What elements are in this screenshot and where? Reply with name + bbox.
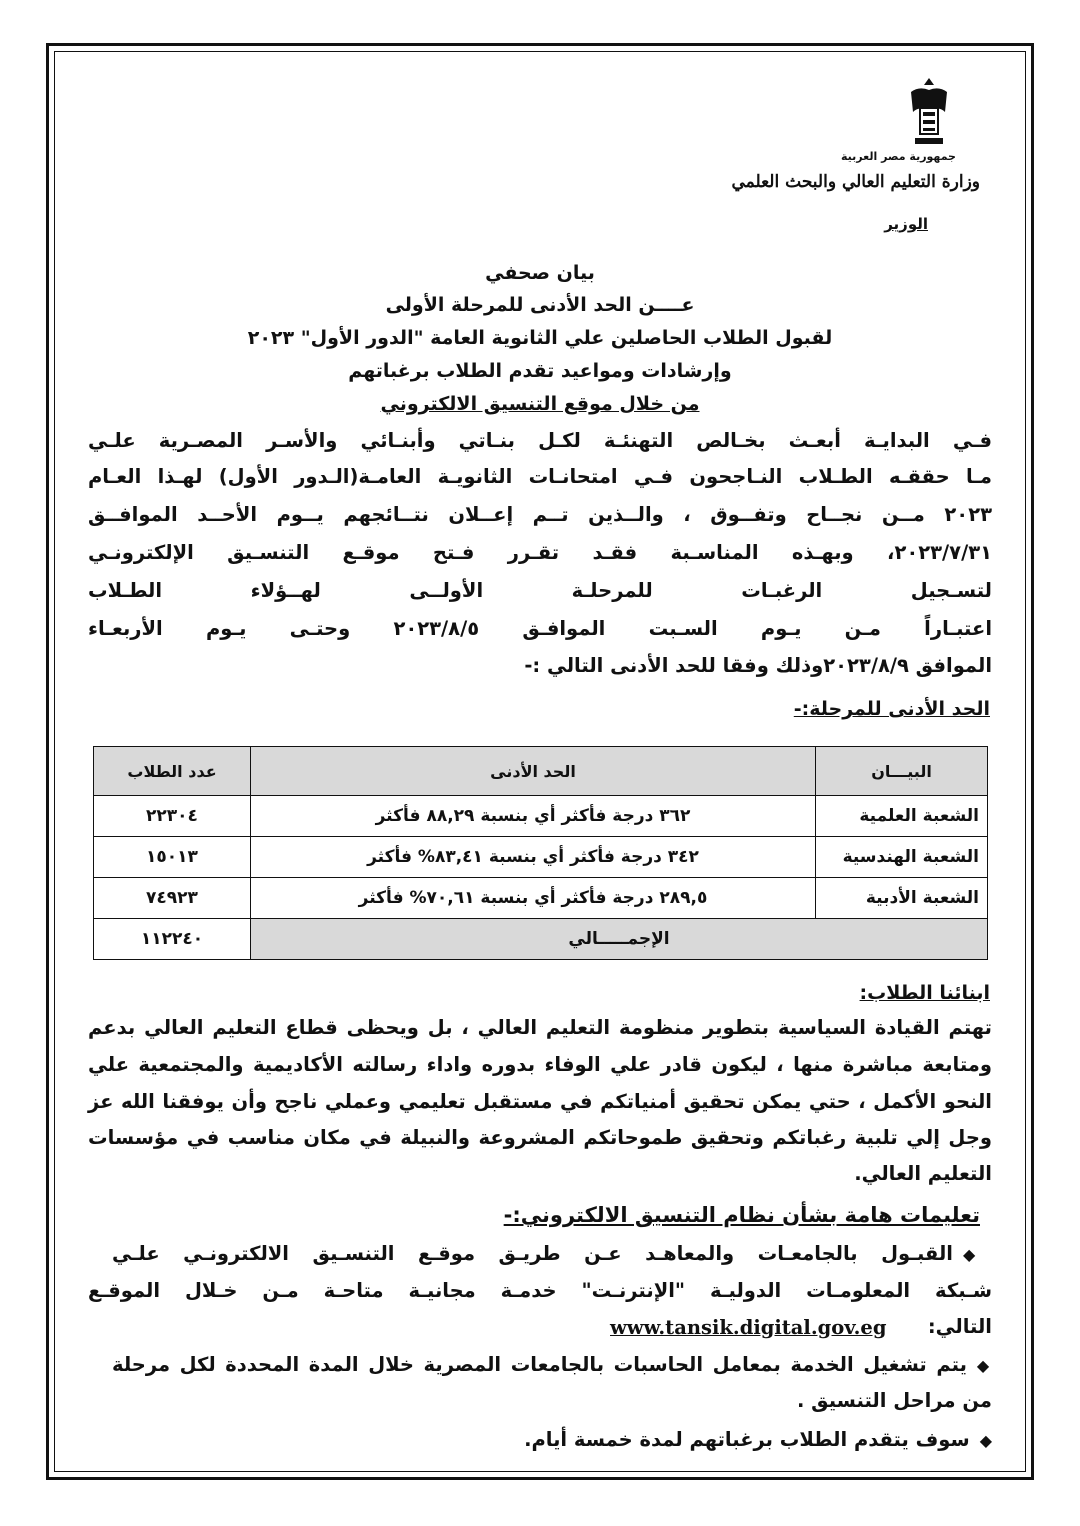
table-row (94, 837, 988, 878)
total-count-cell: ١١٢٢٤٠ (94, 919, 251, 960)
students-line: ومتابعة مباشرة منها ، ليكون قادر علي الوفاء بدوره واداء رسالته الأكاديمية والمجتمعية علي (88, 1053, 992, 1076)
branch-cell: الشعبة الهندسية (816, 837, 988, 878)
minimum-cell: ٣٤٢ درجة فأكثر أي بنسبة ٨٣,٤١% فأكثر (251, 837, 816, 878)
students-line: تهتم القيادة السياسية بتطوير منظومة التعليم العالي ، بل ويحظى قطاع التعليم العالي بدعم (88, 1016, 992, 1039)
minimum-scores-table (93, 746, 988, 960)
students-line: التعليم العالي. (854, 1162, 992, 1185)
students-line: وجل إلي تلبية رغباتكم وتحقيق طموحاتكم المشروعة والنبيلة في مكان مناسب في مؤسسات (88, 1126, 992, 1149)
minimum-cell: ٣٦٢ درجة فأكثر أي بنسبة ٨٨,٢٩ فأكثر (251, 796, 816, 837)
bullet-item-2 (112, 1355, 992, 1375)
count-cell: ٧٤٩٢٣ (94, 878, 251, 919)
instructions-section-title: تعليمات هامة بشأن نظام التنسيق الالكتروني:- (503, 1203, 980, 1227)
office-label: الوزير (884, 215, 928, 233)
table-row (94, 878, 988, 919)
title-line-4: وإرشادات ومواعيد تقدم الطلاب برغباتهم (348, 360, 732, 382)
total-label-cell: الإجمـــــالي (251, 919, 988, 960)
bullet-2-line-2: من مراحل التنسيق . (796, 1389, 992, 1412)
title-line-2: عــــن الحد الأدنى للمرحلة الأولى (385, 294, 695, 316)
minimum-cell: ٢٨٩,٥ درجة فأكثر أي بنسبة ٧٠,٦١% فأكثر (251, 878, 816, 919)
title-line-3: لقبول الطلاب الحاصلين علي الثانوية العامة "الدور الأول" ٢٠٢٣ (247, 327, 833, 349)
count-cell: ٢٢٣٠٤ (94, 796, 251, 837)
count-cell: ١٥٠١٣ (94, 837, 251, 878)
bullet-text: سوف يتقدم الطلاب برغباتهم لمدة خمسة أيام. (524, 1428, 970, 1451)
intro-line: الموافق ٢٠٢٣/٨/٩وذلك وفقا للحد الأدنى التالي :- (524, 654, 992, 677)
intro-line: ٢٠٢٣ مــن نجــاح وتفــوق ، والــذين تــم إعــلان نتــائجهم يــوم الأحــد الموافــق (88, 503, 992, 526)
table-header-row (94, 747, 988, 796)
bullet-item-1 (112, 1244, 992, 1264)
col-header-minimum: الحد الأدنى (251, 747, 816, 796)
col-header-branch: البيـــان (816, 747, 988, 796)
intro-line: مـا حققـه الطـلاب النـاجحون فـي امتحانـات الثانويـة العامـة(الـدور الأول) لهـذا العـام (88, 465, 992, 488)
students-section-title: ابنائنا الطلاب: (859, 982, 990, 1004)
bullet-text: القبـول بالجامعـات والمعاهـد عـن طريـق موقـع التنسـيق الالكترونـي علـي (112, 1242, 953, 1265)
intro-line: لتسـجيل الرغبـات للمرحلـة الأولــى لهــؤلاء الطـلاب (88, 579, 992, 602)
eagle-emblem-icon (905, 72, 953, 152)
table-total-row (94, 919, 988, 960)
table-row (94, 796, 988, 837)
limits-section-title: الحد الأدنى للمرحلة:- (793, 698, 990, 720)
press-release-title: بيان صحفي (485, 262, 595, 284)
diamond-icon: ◆ (976, 1356, 992, 1375)
diamond-icon: ◆ (962, 1245, 992, 1264)
intro-line: ٢٠٢٣/٧/٣١، وبهـذه المناسـبة فقـد تقـرر فـتح موقـع التنسـيق الإلكترونـي (88, 541, 992, 564)
bullet-1-line-3: التالي: (927, 1315, 992, 1338)
branch-cell: الشعبة العلمية (816, 796, 988, 837)
students-line: النحو الأكمل ، حتي يمكن تحقيق أمنياتكم في مستقبل تعليمي وعملي ناجح وأن يوفقنا الله عز (88, 1090, 992, 1113)
tansik-website-link[interactable]: www.tansik.digital.gov.eg (610, 1316, 887, 1339)
bullet-text: يتم تشغيل الخدمة بمعامل الحاسبات بالجامعات المصرية خلال المدة المحددة لكل مرحلة (112, 1353, 967, 1376)
branch-cell: الشعبة الأدبية (816, 878, 988, 919)
diamond-icon: ◆ (979, 1431, 992, 1450)
bullet-1-line-2: شـبكة المعلومـات الدوليـة "الإنترنـت" خدمـة مجانيـة متاحـة مـن خـلال الموقـع (88, 1279, 992, 1302)
intro-line: فـي البدايـة أبعـث بخـالص التهنئـة لكـل بنـاتي وأبنـائي والأسـر المصـرية علـي (88, 429, 992, 452)
republic-name: جمهورية مصر العربية (841, 150, 956, 163)
ministry-name: وزارة التعليم العالي والبحث العلمي (731, 172, 980, 192)
intro-line: اعتبـاراً مـن يـوم السـبت الموافـق ٢٠٢٣/٨/٥ وحتـى يـوم الأربعـاء (88, 617, 992, 640)
bullet-item-3 (88, 1430, 992, 1450)
col-header-count: عدد الطلاب (94, 747, 251, 796)
title-line-5: من خلال موقع التنسيق الالكتروني (380, 393, 700, 415)
